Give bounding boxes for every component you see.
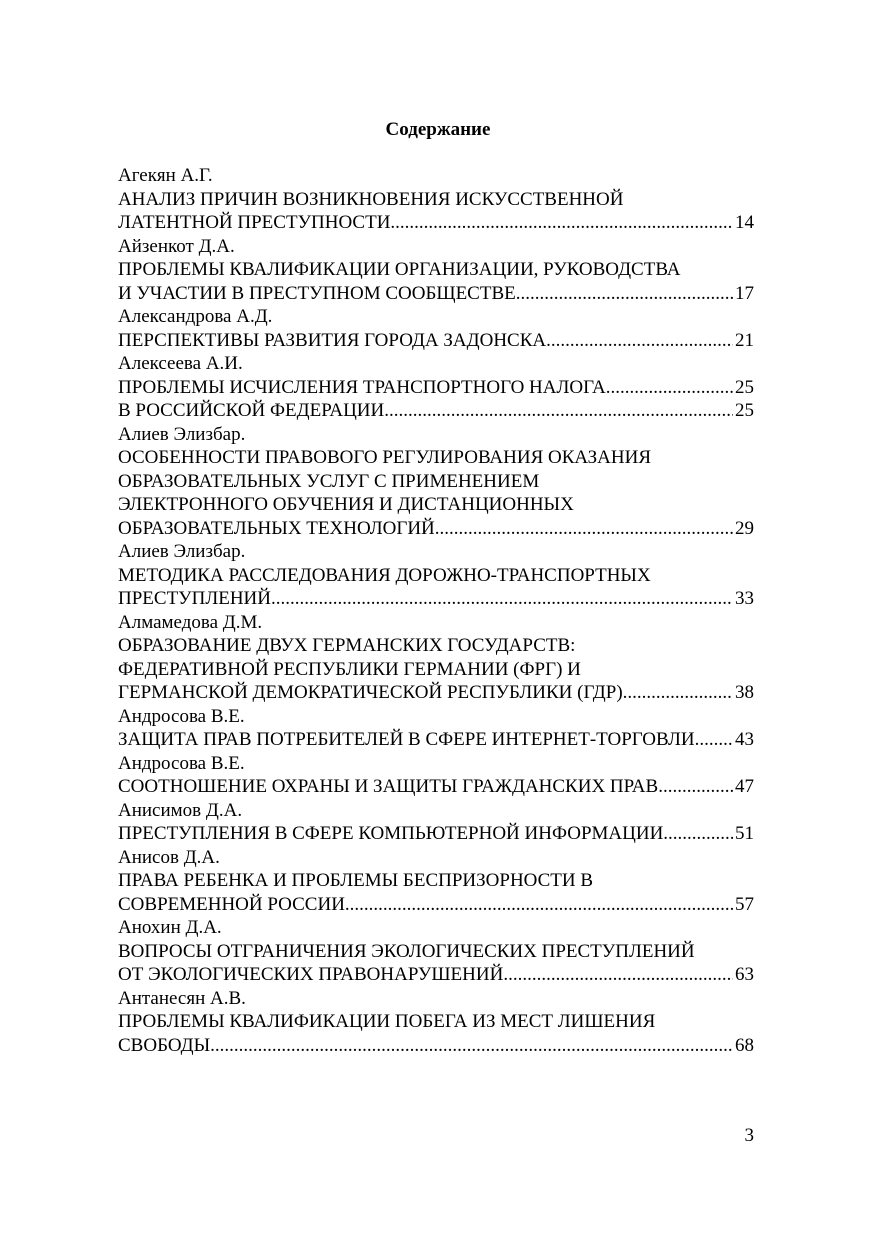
page-number: 3 xyxy=(744,1125,754,1146)
toc-page-number[interactable]: 47 xyxy=(735,776,754,797)
toc-entry xyxy=(118,235,754,306)
toc-leader-dots xyxy=(606,376,733,400)
toc-entry xyxy=(118,423,754,541)
toc-author xyxy=(118,987,754,1011)
toc-entry xyxy=(118,352,754,399)
toc-leader-dots xyxy=(503,963,733,987)
toc-leader-dots xyxy=(699,728,733,752)
toc-author-text: Алмамедова Д.М. xyxy=(118,611,263,633)
toc-title-text: ПРАВА РЕБЕНКА И ПРОБЛЕМЫ БЕСПРИЗОРНОСТИ В xyxy=(118,870,594,891)
toc-leader-dots xyxy=(658,775,733,799)
toc-author-text: Анисов Д.А. xyxy=(118,846,220,868)
toc-author-text: Александрова А.Д. xyxy=(118,306,273,327)
toc-title-line xyxy=(118,658,754,682)
page-title: Содержание xyxy=(385,119,491,140)
toc-author-text: Алексеева А.И. xyxy=(118,353,243,374)
toc-title-text: ПРОБЛЕМЫ КВАЛИФИКАЦИИ ОРГАНИЗАЦИИ, РУКОВОДСТВА xyxy=(118,259,681,280)
toc-title-text: ПРЕСТУПЛЕНИЯ В СФЕРЕ КОМПЬЮТЕРНОЙ ИНФОРМАЦИИ xyxy=(118,823,664,844)
toc-title-text: ФЕДЕРАТИВНОЙ РЕСПУБЛИКИ ГЕРМАНИИ (ФРГ) И xyxy=(118,658,581,680)
toc-title-line xyxy=(118,399,754,423)
toc-title-line xyxy=(118,634,754,658)
toc-title-text: ВОПРОСЫ ОТГРАНИЧЕНИЯ ЭКОЛОГИЧЕСКИХ ПРЕСТУПЛЕНИЙ xyxy=(118,940,695,962)
toc-leader-dots xyxy=(663,822,733,846)
toc-title-line xyxy=(118,1034,754,1058)
toc-entry xyxy=(118,164,754,235)
toc-author-text: Алиев Элизбар. xyxy=(118,423,246,445)
toc-entry xyxy=(118,916,754,987)
toc-author-text: Андросова В.Е. xyxy=(118,705,245,727)
toc-title-line xyxy=(118,728,754,752)
toc-title-line xyxy=(118,822,754,846)
toc-page-number[interactable]: 29 xyxy=(735,517,754,539)
toc-page-number[interactable]: 51 xyxy=(735,823,754,844)
toc-author xyxy=(118,164,754,188)
toc-title-text: ЭЛЕКТРОННОГО ОБУЧЕНИЯ И ДИСТАНЦИОННЫХ xyxy=(118,494,574,515)
toc-entry xyxy=(118,846,754,917)
toc-title-text: ПРОБЛЕМЫ КВАЛИФИКАЦИИ ПОБЕГА ИЗ МЕСТ ЛИШЕНИЯ xyxy=(118,1011,656,1032)
toc-title-text: ПЕРСПЕКТИВЫ РАЗВИТИЯ ГОРОДА ЗАДОНСКА xyxy=(118,329,547,351)
toc-author xyxy=(118,799,754,823)
toc-title-text: ОБРАЗОВАНИЕ ДВУХ ГЕРМАНСКИХ ГОСУДАРСТВ: xyxy=(118,635,576,656)
toc-title-text: ОТ ЭКОЛОГИЧЕСКИХ ПРАВОНАРУШЕНИЙ xyxy=(118,964,504,985)
toc-title-line xyxy=(118,211,754,235)
toc-title-line xyxy=(118,329,754,353)
toc-entry xyxy=(118,399,754,423)
toc-title-text: ГЕРМАНСКОЙ ДЕМОКРАТИЧЕСКОЙ РЕСПУБЛИКИ (ГДР) xyxy=(118,682,623,703)
toc-author xyxy=(118,705,754,729)
toc-author xyxy=(118,235,754,259)
toc-leader-dots xyxy=(435,517,733,541)
toc-title-line xyxy=(118,258,754,282)
toc-title-text: СОВРЕМЕННОЙ РОССИИ xyxy=(118,893,345,915)
toc-author-text: Айзенкот Д.А. xyxy=(118,235,235,257)
toc-author-text: Антанесян А.В. xyxy=(118,987,246,1009)
toc-title-line xyxy=(118,963,754,987)
toc-title-text: В РОССИЙСКОЙ ФЕДЕРАЦИИ xyxy=(118,400,385,421)
toc-author-text: Агекян А.Г. xyxy=(118,165,213,186)
toc-page-number[interactable]: 38 xyxy=(735,682,754,703)
toc-author xyxy=(118,752,754,776)
toc-author-text: Андросова В.Е. xyxy=(118,752,245,774)
toc-page-number[interactable]: 63 xyxy=(735,964,754,985)
toc-title-text: ПРОБЛЕМЫ ИСЧИСЛЕНИЯ ТРАНСПОРТНОГО НАЛОГА xyxy=(118,376,606,398)
toc-title-line xyxy=(118,893,754,917)
toc-title-line xyxy=(118,446,754,470)
toc-entry xyxy=(118,305,754,352)
toc-title-text: ОСОБЕННОСТИ ПРАВОВОГО РЕГУЛИРОВАНИЯ ОКАЗАНИЯ xyxy=(118,447,652,468)
toc-title-text: СООТНОШЕНИЕ ОХРАНЫ И ЗАЩИТЫ ГРАЖДАНСКИХ ПРАВ xyxy=(118,776,659,797)
toc-page-number[interactable]: 68 xyxy=(735,1034,754,1056)
toc-title-line xyxy=(118,1010,754,1034)
toc-title-text: ПРЕСТУПЛЕНИЙ xyxy=(118,588,272,609)
toc-leader-dots xyxy=(390,211,733,235)
toc-title-line xyxy=(118,587,754,611)
toc-leader-dots xyxy=(516,282,733,306)
toc-title-text: ОБРАЗОВАТЕЛЬНЫХ ТЕХНОЛОГИЙ xyxy=(118,517,435,539)
toc-title-line xyxy=(118,775,754,799)
toc-author xyxy=(118,916,754,940)
toc-leader-dots xyxy=(623,681,733,705)
toc-title-line xyxy=(118,470,754,494)
toc-page-number[interactable]: 14 xyxy=(735,212,754,233)
toc-title-line xyxy=(118,517,754,541)
toc-page-number[interactable]: 25 xyxy=(735,400,754,421)
toc-author-text: Анисимов Д.А. xyxy=(118,799,243,821)
toc-page-number[interactable]: 25 xyxy=(735,376,754,398)
toc-entry xyxy=(118,540,754,611)
toc-entry xyxy=(118,705,754,752)
toc-author xyxy=(118,305,754,329)
toc-title-text: МЕТОДИКА РАССЛЕДОВАНИЯ ДОРОЖНО-ТРАНСПОРТНЫХ xyxy=(118,564,651,586)
toc-leader-dots xyxy=(210,1034,733,1058)
toc-title-line xyxy=(118,493,754,517)
toc-page-number[interactable]: 17 xyxy=(735,282,754,304)
toc-title-text: ЛАТЕНТНОЙ ПРЕСТУПНОСТИ xyxy=(118,212,391,233)
toc-title-line xyxy=(118,282,754,306)
toc-author-text: Алиев Элизбар. xyxy=(118,541,246,562)
toc-title-line xyxy=(118,681,754,705)
toc-title-text: АНАЛИЗ ПРИЧИН ВОЗНИКНОВЕНИЯ ИСКУССТВЕННОЙ xyxy=(118,188,624,210)
toc-page-number[interactable]: 33 xyxy=(735,588,754,609)
toc-title-line xyxy=(118,376,754,400)
toc-title-text: ОБРАЗОВАТЕЛЬНЫХ УСЛУГ С ПРИМЕНЕНИЕМ xyxy=(118,470,540,492)
toc-author xyxy=(118,611,754,635)
toc-author xyxy=(118,846,754,870)
toc-title-line xyxy=(118,869,754,893)
toc-title-line xyxy=(118,564,754,588)
toc-title-line xyxy=(118,940,754,964)
toc-title-text: ЗАЩИТА ПРАВ ПОТРЕБИТЕЛЕЙ В СФЕРЕ ИНТЕРНЕТ-ТОРГОВЛИ. xyxy=(118,729,700,750)
toc-page-number[interactable]: 43 xyxy=(735,729,754,750)
toc-title-text: И УЧАСТИИ В ПРЕСТУПНОМ СООБЩЕСТВЕ xyxy=(118,282,516,304)
toc-leader-dots xyxy=(546,329,733,353)
toc-entry xyxy=(118,799,754,846)
table-of-contents xyxy=(118,164,754,1057)
toc-entry xyxy=(118,987,754,1058)
toc-title-text: СВОБОДЫ xyxy=(118,1034,211,1056)
toc-entry xyxy=(118,752,754,799)
toc-author xyxy=(118,540,754,564)
toc-entry xyxy=(118,611,754,705)
toc-page-number[interactable]: 57 xyxy=(735,893,754,915)
toc-leader-dots xyxy=(345,893,733,917)
toc-author xyxy=(118,423,754,447)
toc-author-text: Анохин Д.А. xyxy=(118,917,222,938)
toc-title-line xyxy=(118,188,754,212)
toc-leader-dots xyxy=(271,587,733,611)
toc-leader-dots xyxy=(384,399,733,423)
toc-author xyxy=(118,352,754,376)
toc-page-number[interactable]: 21 xyxy=(735,329,754,351)
